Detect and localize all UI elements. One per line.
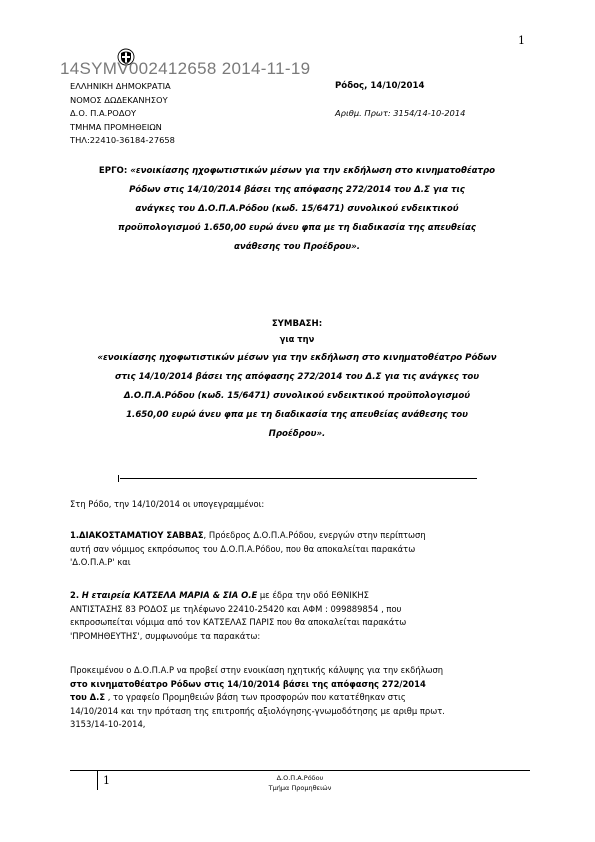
procurement-line: 3153/14-10-2014, (70, 719, 146, 730)
party-two-paragraph (70, 589, 530, 643)
project-line: Ρόδων στις 14/10/2014 βάσει της απόφασης 272/2014 του Δ.Σ για τις (129, 185, 465, 195)
footer-rule (70, 770, 530, 771)
party-one-line: , Πρόεδρος Δ.Ο.Π.Α.Ρόδου, ενεργών στην περίπτωση (203, 530, 426, 540)
project-description (62, 162, 532, 257)
footer-page-number: 1 (103, 774, 110, 787)
project-line: «ενοικίασης ηχοφωτιστικών μέσων για την εκδήλωση στο κινηματοθέατρο (130, 166, 496, 176)
party-one-name: ΔΙΑΚΟΣΤΑΜΑΤΙΟΥ ΣΑΒΒΑΣ (79, 530, 204, 540)
contract-line: στις 14/10/2014 βάσει της απόφασης 272/2014 του Δ.Σ για τις ανάγκες του (114, 372, 480, 382)
protocol-number: Αριθμ. Πρωτ: 3154/14-10-2014 (335, 108, 466, 118)
procurement-paragraph (70, 664, 530, 732)
procurement-line: , το γραφείο Προμηθειών βάση των προσφορών που κατατέθηκαν στις (105, 692, 406, 703)
separator-tick (118, 475, 119, 482)
party-two-name: Η εταιρεία ΚΑΤΣΕΛΑ ΜΑΡΙΑ & ΣΙΑ Ο.Ε (81, 590, 258, 600)
procurement-line: 14/10/2014 και την πρόταση της επιτροπής αξιολόγησης-γνωμοδότησης με αριθμ πρωτ. (70, 705, 445, 716)
document-id-watermark: 14SYMV002412658 2014-11-19 (60, 59, 311, 78)
project-line: προϋπολογισμού 1.650,00 ευρώ άνευ φπα με τη διαδικασία της απευθείας (117, 223, 477, 233)
contract-for: για την (279, 334, 315, 344)
sender-line: ΤΗΛ:22410-36184-27658 (70, 135, 175, 145)
contract-line: Προέδρου». (268, 429, 326, 439)
party-two-number: 2. (70, 590, 80, 600)
party-two-line: εκπροσωπείται νόμιμα από τον ΚΑΤΣΕΛΑΣ ΠΑΡΙΣ που θα αποκαλείται παρακάτω (70, 617, 407, 628)
page-number-top: 1 (518, 34, 525, 47)
contract-line: 1.650,00 ευρώ άνευ φπα με τη διαδικασία της απευθείας ανάθεσης του (126, 410, 468, 420)
party-two-line: 'ΠΡΟΜΗΘΕΥΤΗΣ', συμφωνούμε τα παρακάτω: (70, 630, 261, 641)
footer-org-block (200, 773, 400, 793)
contract-line: Δ.Ο.Π.Α.Ρόδου (κωδ. 15/6471) συνολικού ενδεικτικού προϋπολογισμού (123, 391, 471, 401)
contract-line: «ενοικίασης ηχοφωτιστικών μέσων για την εκδήλωση στο κινηματοθέατρο Ρόδων (97, 353, 497, 363)
party-two-line: με έδρα την οδό ΕΘΝΙΚΗΣ (257, 590, 369, 600)
sender-line: Δ.Ο. Π.Α.ΡΟΔΟΥ (70, 108, 137, 118)
separator-line (120, 478, 477, 479)
party-one-line: 'Δ.Ο.Π.Α.Ρ' και (70, 557, 131, 568)
party-one-line: αυτή σαν νόμιμος εκπρόσωπος του Δ.Ο.Π.Α.Ρόδου, που θα αποκαλείται παρακάτω (70, 543, 416, 554)
date-line: Ρόδος, 14/10/2014 (335, 81, 425, 91)
sender-line: ΤΜΗΜΑ ΠΡΟΜΗΘΕΙΩΝ (70, 121, 162, 132)
sender-line: ΝΟΜΟΣ ΔΩΔΕΚΑΝΗΣΟΥ (70, 94, 168, 105)
project-line: ανάγκες του Δ.Ο.Π.Α.Ρόδου (κωδ. 15/6471) συνολικού ενδεικτικού (135, 204, 459, 214)
party-one-paragraph (70, 529, 530, 570)
sender-block (70, 80, 175, 148)
contract-title: ΣΥΜΒΑΣΗ: (271, 319, 323, 329)
project-label: ΕΡΓΟ: (98, 166, 128, 176)
footer-dept: Τμήμα Προμηθειών (268, 784, 332, 792)
footer-org: Δ.Ο.Π.Α.Ρόδου (276, 774, 324, 782)
procurement-line-bold: στο κινηματοθέατρο Ρόδων στις 14/10/2014 βάσει της απόφασης 272/2014 (70, 678, 426, 689)
sender-line: ΕΛΛΗΝΙΚΗ ΔΗΜΟΚΡΑΤΙΑ (70, 81, 171, 91)
party-two-line: ΑΝΤΙΣΤΑΣΗΣ 83 ΡΟΔΟΣ με τηλέφωνο 22410-25420 και ΑΦΜ : 099889854 , που (70, 603, 402, 614)
project-line: ανάθεσης του Προέδρου». (233, 242, 361, 252)
party-one-number: 1. (70, 530, 80, 540)
intro-line: Στη Ρόδο, την 14/10/2014 οι υπογεγραμμένοι: (70, 499, 265, 509)
footer-divider (97, 770, 98, 790)
procurement-line: Προκειμένου ο Δ.Ο.Π.Α.Ρ να προβεί στην ενοικίαση ηχητικής κάλυψης για την εκδήλωση (70, 665, 444, 675)
procurement-board-ref: του Δ.Σ (70, 692, 106, 703)
contract-description (62, 349, 532, 444)
